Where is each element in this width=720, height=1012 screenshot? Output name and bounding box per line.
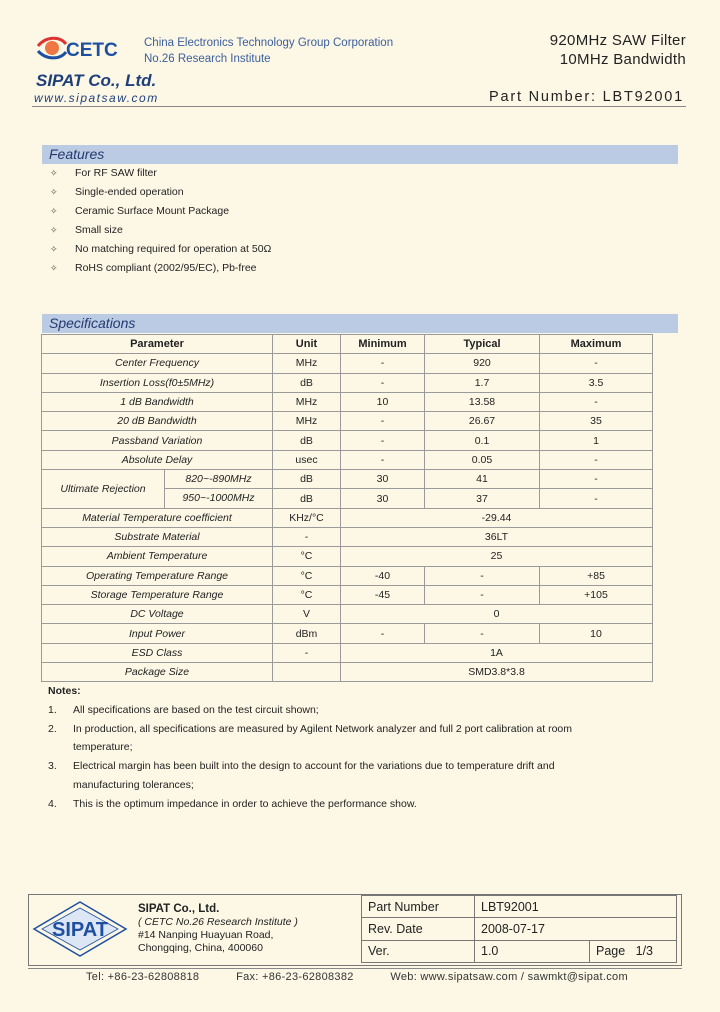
company-line2: No.26 Research Institute xyxy=(144,53,271,65)
table-row xyxy=(42,450,653,469)
note-number: 4. xyxy=(48,797,57,810)
bullet-icon: ✧ xyxy=(50,168,58,178)
typ-cell: 0.05 xyxy=(425,450,540,469)
typ-cell: 13.58 xyxy=(425,392,540,411)
ver-label: Ver. xyxy=(362,940,475,962)
table-row xyxy=(362,918,677,940)
col-unit: Unit xyxy=(273,335,341,354)
contact-line xyxy=(86,971,628,983)
cetc-logo xyxy=(36,32,136,66)
max-cell: 3.5 xyxy=(540,373,653,392)
param-cell: Substrate Material xyxy=(42,527,273,546)
min-cell: - xyxy=(341,624,425,643)
unit-cell: dB xyxy=(273,470,341,489)
svg-text:SIPAT: SIPAT xyxy=(52,919,108,941)
part-number-value: LBT92001 xyxy=(475,896,677,918)
param-cell: Passband Variation xyxy=(42,431,273,450)
param-cell: Insertion Loss(f0±5MHz) xyxy=(42,373,273,392)
product-title xyxy=(550,31,686,69)
bullet-icon: ✧ xyxy=(50,262,58,273)
page-cell xyxy=(590,940,677,962)
feature-item xyxy=(50,243,271,255)
unit-cell: - xyxy=(273,643,341,662)
unit-cell: dB xyxy=(273,373,341,392)
features-heading-bar xyxy=(42,145,678,164)
min-cell: - xyxy=(341,431,425,450)
table-row xyxy=(42,547,653,566)
note-text: All specifications are based on the test circuit shown; xyxy=(73,704,319,716)
col-maximum: Maximum xyxy=(540,335,653,354)
table-row xyxy=(42,605,653,624)
max-cell: 1 xyxy=(540,431,653,450)
unit-cell: MHz xyxy=(273,354,341,373)
typ-cell: - xyxy=(425,585,540,604)
title-line2: 10MHz Bandwidth xyxy=(559,51,686,68)
typ-cell: 26.67 xyxy=(425,412,540,431)
param-cell: Input Power xyxy=(42,624,273,643)
feature-text: For RF SAW filter xyxy=(75,167,157,179)
table-row xyxy=(42,663,653,682)
header-divider xyxy=(32,106,686,107)
col-minimum: Minimum xyxy=(341,335,425,354)
page-label: Page xyxy=(596,944,626,959)
typ-cell: 920 xyxy=(425,354,540,373)
table-row xyxy=(42,392,653,411)
table-row xyxy=(362,896,677,918)
typ-cell: 0.1 xyxy=(425,431,540,450)
specifications-heading: Specifications xyxy=(49,315,136,331)
part-number-heading: Part Number: LBT92001 xyxy=(489,89,684,105)
feature-item xyxy=(50,205,229,217)
max-cell: +85 xyxy=(540,566,653,585)
unit-cell: KHz/°C xyxy=(273,508,341,527)
typ-cell: - xyxy=(425,566,540,585)
param-cell: Absolute Delay xyxy=(42,450,273,469)
table-row xyxy=(42,470,653,489)
footer-institute: ( CETC No.26 Research Institute ) xyxy=(138,916,298,928)
value-cell: 0 xyxy=(341,605,653,624)
param-cell: DC Voltage xyxy=(42,605,273,624)
rev-date-label: Rev. Date xyxy=(362,918,475,940)
max-cell: - xyxy=(540,450,653,469)
sipat-heading: SIPAT Co., Ltd. xyxy=(36,71,157,90)
unit-cell: °C xyxy=(273,585,341,604)
unit-cell: dBm xyxy=(273,624,341,643)
feature-item xyxy=(50,167,157,179)
svg-text:CETC: CETC xyxy=(66,40,118,61)
unit-cell: °C xyxy=(273,566,341,585)
feature-item xyxy=(50,262,257,274)
ver-value: 1.0 xyxy=(475,940,590,962)
footer-company xyxy=(138,903,298,955)
param-cell: Package Size xyxy=(42,663,273,682)
sipat-logo xyxy=(32,900,128,958)
max-cell: - xyxy=(540,489,653,508)
value-cell: -29.44 xyxy=(341,508,653,527)
feature-text: Single-ended operation xyxy=(75,185,184,198)
feature-text: Small size xyxy=(75,223,123,236)
table-row xyxy=(42,431,653,450)
table-row xyxy=(42,412,653,431)
note-text: manufacturing tolerances; xyxy=(73,778,194,791)
table-row xyxy=(42,508,653,527)
specifications-table xyxy=(41,334,653,682)
param-cell: Material Temperature coefficient xyxy=(42,508,273,527)
max-cell: 35 xyxy=(540,412,653,431)
footer-company-name: SIPAT Co., Ltd. xyxy=(138,903,220,915)
notes-heading: Notes: xyxy=(48,685,81,697)
ultimate-rejection-label: Ultimate Rejection xyxy=(60,482,146,495)
typ-cell: - xyxy=(425,624,540,643)
company-line1: China Electronics Technology Group Corporation xyxy=(144,37,394,49)
unit-cell: °C xyxy=(273,547,341,566)
min-cell: - xyxy=(341,412,425,431)
feature-text: RoHS compliant (2002/95/EC), Pb-free xyxy=(75,261,257,274)
unit-cell: usec xyxy=(273,450,341,469)
col-typical: Typical xyxy=(425,335,540,354)
value-cell: 36LT xyxy=(341,527,653,546)
param-cell: ESD Class xyxy=(42,643,273,662)
web-email[interactable]: Web: www.sipatsaw.com / sawmkt@sipat.com xyxy=(390,971,628,983)
table-row xyxy=(42,643,653,662)
typ-cell: 41 xyxy=(425,470,540,489)
range-cell: 820~-890MHz xyxy=(165,470,272,489)
table-row xyxy=(362,940,677,962)
part-number-label: Part Number xyxy=(362,896,475,918)
typ-cell: 1.7 xyxy=(425,373,540,392)
max-cell: - xyxy=(540,392,653,411)
min-cell: - xyxy=(341,373,425,392)
param-cell: 20 dB Bandwidth xyxy=(42,412,273,431)
ultimate-rejection-cell xyxy=(42,470,273,509)
param-cell: Center Frequency xyxy=(42,354,273,373)
unit-cell: - xyxy=(273,527,341,546)
bullet-icon: ✧ xyxy=(50,224,58,235)
max-cell: - xyxy=(540,470,653,489)
typ-cell: 37 xyxy=(425,489,540,508)
note-number: 3. xyxy=(48,760,57,773)
max-cell: - xyxy=(540,354,653,373)
website-link[interactable]: www.sipatsaw.com xyxy=(34,91,159,105)
min-cell: -40 xyxy=(341,566,425,585)
note-number: 1. xyxy=(48,704,57,716)
title-line1: 920MHz SAW Filter xyxy=(549,32,686,49)
tel: Tel: +86-23-62808818 xyxy=(86,971,200,983)
min-cell: 10 xyxy=(341,392,425,411)
min-cell: - xyxy=(341,354,425,373)
note-item xyxy=(48,704,319,716)
note-item xyxy=(48,760,555,772)
unit-cell xyxy=(273,663,341,682)
table-row xyxy=(42,527,653,546)
fax: Fax: +86-23-62808382 xyxy=(236,971,354,983)
company-name xyxy=(144,35,393,67)
unit-cell: V xyxy=(273,605,341,624)
table-row xyxy=(42,585,653,604)
note-number: 2. xyxy=(48,722,57,735)
min-cell: 30 xyxy=(341,489,425,508)
footer-address1: #14 Nanping Huayuan Road, xyxy=(138,929,274,941)
param-cell: Storage Temperature Range xyxy=(42,585,273,604)
feature-item xyxy=(50,186,184,198)
param-cell: Operating Temperature Range xyxy=(42,566,273,585)
value-cell: SMD3.8*3.8 xyxy=(341,663,653,682)
table-row xyxy=(42,624,653,643)
table-row xyxy=(42,373,653,392)
page-value: 1/3 xyxy=(635,944,654,959)
features-heading: Features xyxy=(49,146,105,162)
note-item-continuation xyxy=(48,779,194,791)
unit-cell: dB xyxy=(273,489,341,508)
bullet-icon: ✧ xyxy=(50,186,58,197)
unit-cell: MHz xyxy=(273,392,341,411)
unit-cell: MHz xyxy=(273,412,341,431)
table-row xyxy=(42,354,653,373)
note-text: In production, all specifications are measured by Agilent Network analyzer and full 2 port calibration at room xyxy=(73,722,573,735)
unit-cell: dB xyxy=(273,431,341,450)
table-row xyxy=(42,566,653,585)
rev-date-value: 2008-07-17 xyxy=(475,918,677,940)
feature-text: No matching required for operation at 50Ω xyxy=(75,242,272,255)
max-cell: +105 xyxy=(540,585,653,604)
bullet-icon: ✧ xyxy=(50,243,58,254)
param-cell: 1 dB Bandwidth xyxy=(42,392,273,411)
feature-item xyxy=(50,224,123,236)
col-parameter: Parameter xyxy=(42,335,273,354)
min-cell: 30 xyxy=(341,470,425,489)
max-cell: 10 xyxy=(540,624,653,643)
value-cell: 25 xyxy=(341,547,653,566)
note-text: temperature; xyxy=(73,741,133,754)
note-text: Electrical margin has been built into the design to account for the variations due to temperature drift and xyxy=(73,760,555,773)
min-cell: -45 xyxy=(341,585,425,604)
feature-text: Ceramic Surface Mount Package xyxy=(75,204,230,217)
footer-divider xyxy=(28,968,682,969)
range-cell: 950~-1000MHz xyxy=(182,492,255,505)
bullet-icon: ✧ xyxy=(50,205,58,216)
specifications-heading-bar xyxy=(42,314,678,333)
document-info-table xyxy=(361,895,677,963)
footer-address2: Chongqing, China, 400060 xyxy=(138,942,263,954)
min-cell: - xyxy=(341,450,425,469)
note-text: This is the optimum impedance in order to achieve the performance show. xyxy=(73,797,417,810)
value-cell: 1A xyxy=(341,643,653,662)
param-cell: Ambient Temperature xyxy=(42,547,273,566)
note-item xyxy=(48,723,572,735)
note-item-continuation xyxy=(48,741,133,753)
table-header-row xyxy=(42,335,653,354)
note-item xyxy=(48,798,417,810)
